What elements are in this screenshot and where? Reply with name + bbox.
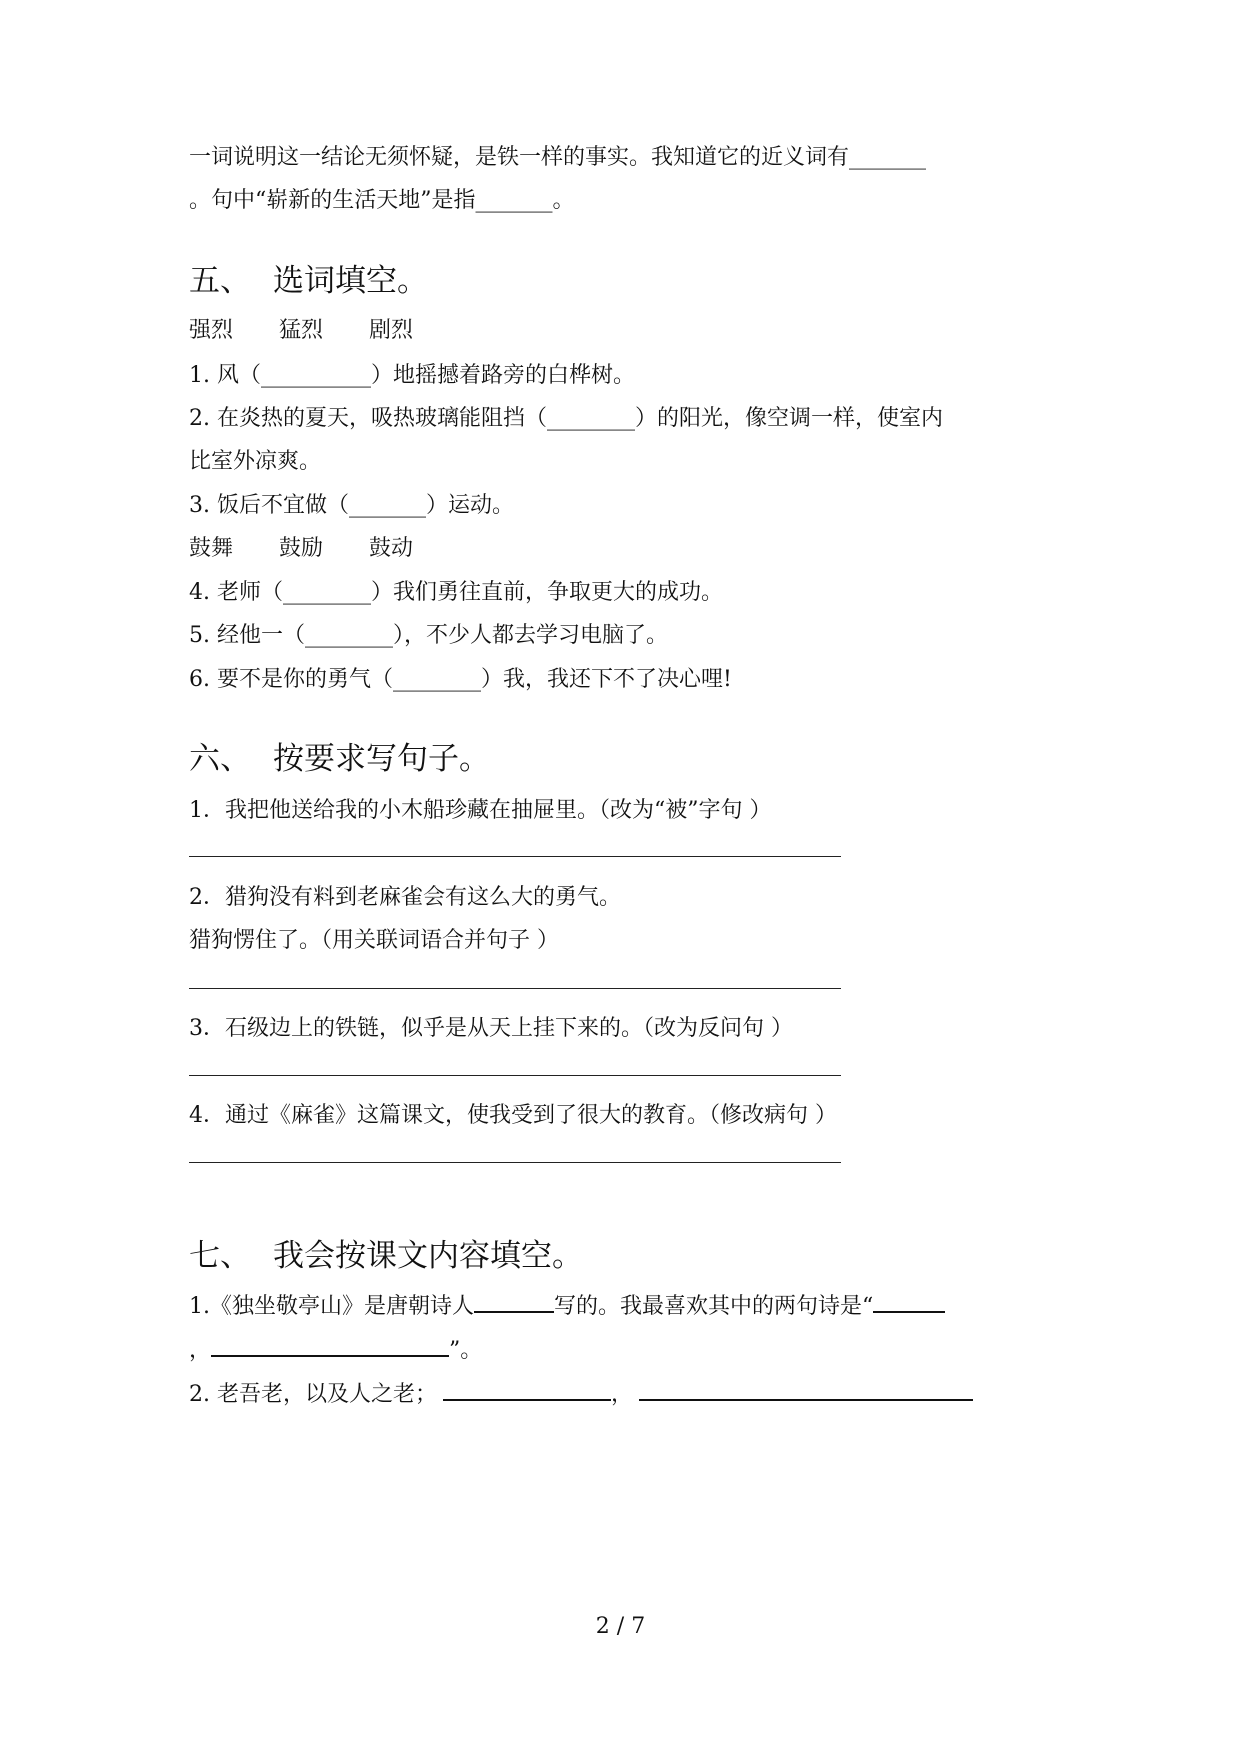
answer-line: [189, 856, 841, 857]
s5-question-3: 3. 饭后不宜做（_______）运动。: [189, 493, 514, 518]
word-group-1: [189, 316, 459, 346]
s7-question-1-line-1: [189, 1292, 945, 1322]
section-6-title: 按要求写句子。: [273, 741, 490, 777]
word-option: 鼓舞: [189, 536, 234, 561]
answer-line: [189, 988, 841, 989]
s5-question-1: 1. 风（__________）地摇撼着路旁的白桦树。: [189, 363, 635, 388]
intro-line-2: 。句中“崭新的生活天地”是指_______。: [189, 188, 575, 213]
fill-blank: [474, 1293, 554, 1313]
s7-question-1-line-2: [189, 1336, 482, 1366]
intro-line-1: 一词说明这一结论无须怀疑，是铁一样的事实。我知道它的近义词有_______: [189, 145, 927, 170]
word-group-2: [189, 534, 459, 564]
s5-question-2-line-2: 比室外凉爽。: [189, 449, 322, 474]
s7-question-2: [189, 1380, 973, 1410]
word-option: 剧烈: [369, 318, 414, 343]
s7-q1-text-a: 1.《独坐敬亭山》是唐朝诗人: [189, 1294, 474, 1319]
answer-line: [189, 1075, 841, 1076]
s6-question-2-line-1: 2．猎狗没有料到老麻雀会有这么大的勇气。: [189, 885, 621, 910]
section-7-title: 我会按课文内容填空。: [273, 1238, 583, 1274]
s7-q2-text-b: ，: [610, 1382, 633, 1407]
fill-blank: [211, 1337, 449, 1357]
page-number: 2 / 7: [595, 1614, 646, 1639]
s6-question-3: 3．石级边上的铁链，似乎是从天上挂下来的。（改为反问句 ）: [189, 1016, 793, 1041]
section-7-number: 七、: [189, 1238, 251, 1274]
s7-q2-text-a: 2. 老吾老，以及人之老；: [189, 1382, 437, 1407]
s6-question-4: 4．通过《麻雀》这篇课文，使我受到了很大的教育。（修改病句 ）: [189, 1103, 837, 1128]
word-option: 鼓励: [279, 536, 324, 561]
s5-question-6: 6. 要不是你的勇气（________）我，我还下不了决心哩!: [189, 667, 732, 692]
s5-question-4: 4. 老师（________）我们勇往直前，争取更大的成功。: [189, 580, 723, 605]
fill-blank: [873, 1293, 945, 1313]
s6-question-2-line-2: 猎狗愣住了。（用关联词语合并句子 ）: [189, 928, 559, 953]
word-option: 鼓动: [369, 536, 414, 561]
section-6-number: 六、: [189, 741, 251, 777]
word-option: 猛烈: [279, 318, 324, 343]
s5-question-5: 5. 经他一（________），不少人都去学习电脑了。: [189, 623, 668, 648]
fill-blank: [443, 1381, 611, 1401]
section-5-number: 五、: [189, 263, 251, 299]
word-option: 强烈: [189, 318, 234, 343]
section-5-heading: [189, 261, 428, 301]
answer-line: [189, 1162, 841, 1163]
s6-question-1: 1．我把他送给我的小木船珍藏在抽屉里。（改为“被”字句 ）: [189, 798, 772, 823]
fill-blank: [639, 1381, 973, 1401]
s7-q1-text-b: 写的。我最喜欢其中的两句诗是“: [554, 1294, 874, 1319]
section-6-heading: [189, 739, 490, 779]
s7-q1-text-d: ”。: [449, 1338, 483, 1363]
section-5-title: 选词填空。: [273, 263, 428, 299]
s7-q1-text-c: ，: [189, 1338, 212, 1363]
section-7-heading: [189, 1236, 583, 1276]
s5-question-2-line-1: 2. 在炎热的夏天，吸热玻璃能阻挡（________）的阳光，像空调一样，使室内: [189, 406, 943, 431]
